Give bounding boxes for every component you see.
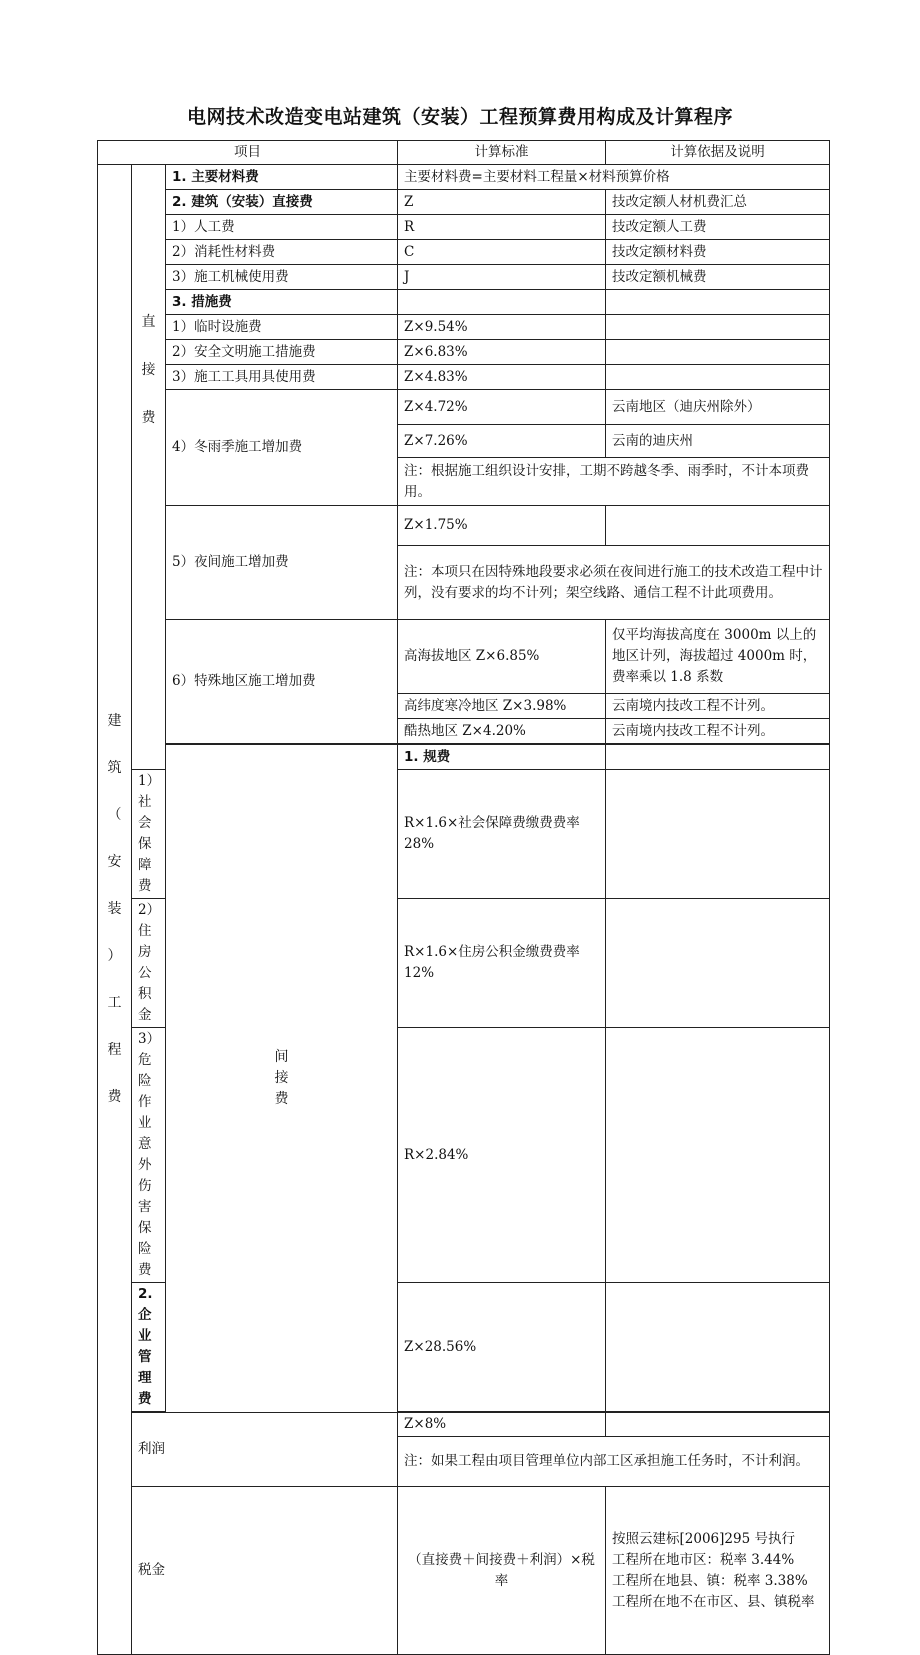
row12-basis-a: 仅平均海拔高度在 3000m 以上的地区计列，海拔超过 4000m 时，费率乘以 1.8 系数 (606, 620, 830, 694)
row14-item: 1）社会保障费 (132, 770, 166, 899)
table-row (98, 1487, 830, 1655)
row17-item: 2. 企业管理费 (132, 1283, 166, 1412)
tax-basis-line: 工程所在地不在市区、县、镇税率 (612, 1593, 815, 1610)
row12-standard-a: 高海拔地区 Z×6.85% (398, 620, 606, 694)
row5-basis: 技改定额机械费 (606, 265, 830, 290)
row13-standard (606, 745, 830, 770)
row10-note: 注：根据施工组织设计安排，工期不跨越冬季、雨季时，不计本项费用。 (398, 458, 830, 506)
row10-basis-b: 云南的迪庆州 (606, 425, 830, 458)
row2-standard: Z (398, 190, 606, 215)
row18-item: 利润 (132, 1413, 398, 1487)
row12-standard-c: 酷热地区 Z×4.20% (398, 719, 606, 744)
row7-item: 1）临时设施费 (166, 315, 398, 340)
row18-basis (606, 1413, 830, 1437)
row1-item: 1. 主要材料费 (166, 165, 398, 190)
row11-basis (606, 506, 830, 546)
row17-standard: Z×28.56% (398, 1283, 606, 1412)
header-standard: 计算标准 (398, 141, 606, 165)
row8-item: 2）安全文明施工措施费 (166, 340, 398, 365)
row12-item: 6）特殊地区施工增加费 (166, 620, 398, 744)
row7-standard: Z×9.54% (398, 315, 606, 340)
row15-item: 2）住房公积金 (132, 899, 166, 1028)
table-row (98, 240, 830, 265)
row8-standard: Z×6.83% (398, 340, 606, 365)
row16-basis (606, 1028, 830, 1283)
row19-item: 税金 (132, 1487, 398, 1655)
tax-basis-line: 按照云建标[2006]295 号执行 (612, 1530, 795, 1547)
row2-item: 2. 建筑（安装）直接费 (166, 190, 398, 215)
row6-standard (398, 290, 606, 315)
document-title: 电网技术改造变电站建筑（安装）工程预算费用构成及计算程序 (186, 106, 733, 128)
row1-standard: 主要材料费=主要材料工程量×材料预算价格 (398, 165, 830, 190)
row15-standard: R×1.6×住房公积金缴费费率 12% (398, 899, 606, 1028)
row11-standard: Z×1.75% (398, 506, 606, 546)
row7-basis (606, 315, 830, 340)
row16-item: 3）危险作业意外伤害保险费 (132, 1028, 166, 1283)
row11-note: 注：本项只在因特殊地段要求必须在夜间进行施工的技术改造工程中计列，没有要求的均不计列；架空线路、通信工程不计此项费用。 (398, 546, 830, 620)
row16-standard: R×2.84% (398, 1028, 606, 1283)
row5-item: 3）施工机械使用费 (166, 265, 398, 290)
table-row (98, 315, 830, 340)
row9-standard: Z×4.83% (398, 365, 606, 390)
row15-basis (606, 899, 830, 1028)
row4-item: 2）消耗性材料费 (166, 240, 398, 265)
row19-basis (606, 1487, 830, 1655)
table-row (98, 506, 830, 546)
row14-basis (606, 770, 830, 899)
header-item: 项目 (98, 141, 398, 165)
table-row (98, 215, 830, 240)
header-basis: 计算依据及说明 (606, 141, 830, 165)
group-indirect: 间 接 费 (166, 745, 398, 1413)
group-direct: 直 接 费 (132, 165, 166, 770)
row12-basis-c: 云南境内技改工程不计列。 (606, 719, 830, 744)
table-row (98, 620, 830, 694)
header-row (98, 141, 830, 165)
row9-basis (606, 365, 830, 390)
row6-item: 3. 措施费 (166, 290, 398, 315)
row4-basis: 技改定额材料费 (606, 240, 830, 265)
table-row (98, 165, 830, 190)
row19-standard: （直接费＋间接费＋利润）×税率 (398, 1487, 606, 1655)
row14-standard: R×1.6×社会保障费缴费费率 28% (398, 770, 606, 899)
table-row (98, 265, 830, 290)
row12-basis-b: 云南境内技改工程不计列。 (606, 694, 830, 719)
row2-basis: 技改定额人材机费汇总 (606, 190, 830, 215)
row13-item: 1. 规费 (398, 745, 606, 770)
row6-basis (606, 290, 830, 315)
row9-item: 3）施工工具用具使用费 (166, 365, 398, 390)
group-main: 建 筑 （ 安 装 ） 工 程 费 (98, 165, 132, 1655)
row10-standard-b: Z×7.26% (398, 425, 606, 458)
group-main-char: 建 (107, 713, 122, 729)
table-row (98, 190, 830, 215)
row10-standard-a: Z×4.72% (398, 390, 606, 425)
row5-standard: J (398, 265, 606, 290)
row8-basis (606, 340, 830, 365)
row3-basis: 技改定额人工费 (606, 215, 830, 240)
row3-standard: R (398, 215, 606, 240)
table-row (98, 1413, 830, 1437)
row10-item: 4）冬雨季施工增加费 (166, 390, 398, 506)
row10-basis-a: 云南地区（迪庆州除外） (606, 390, 830, 425)
row18-standard: Z×8% (398, 1413, 606, 1437)
table-row (98, 365, 830, 390)
row12-standard-b: 高纬度寒冷地区 Z×3.98% (398, 694, 606, 719)
budget-table (97, 140, 830, 1655)
table-row (98, 390, 830, 425)
row18-note: 注：如果工程由项目管理单位内部工区承担施工任务时，不计利润。 (398, 1437, 830, 1487)
row4-standard: C (398, 240, 606, 265)
table-row (98, 290, 830, 315)
table-row (98, 340, 830, 365)
tax-basis-line: 工程所在地市区：税率 3.44% (612, 1551, 795, 1568)
tax-basis-line: 工程所在地县、镇：税率 3.38% (612, 1572, 808, 1589)
row3-item: 1）人工费 (166, 215, 398, 240)
table-row (98, 745, 830, 770)
row11-item: 5）夜间施工增加费 (166, 506, 398, 620)
